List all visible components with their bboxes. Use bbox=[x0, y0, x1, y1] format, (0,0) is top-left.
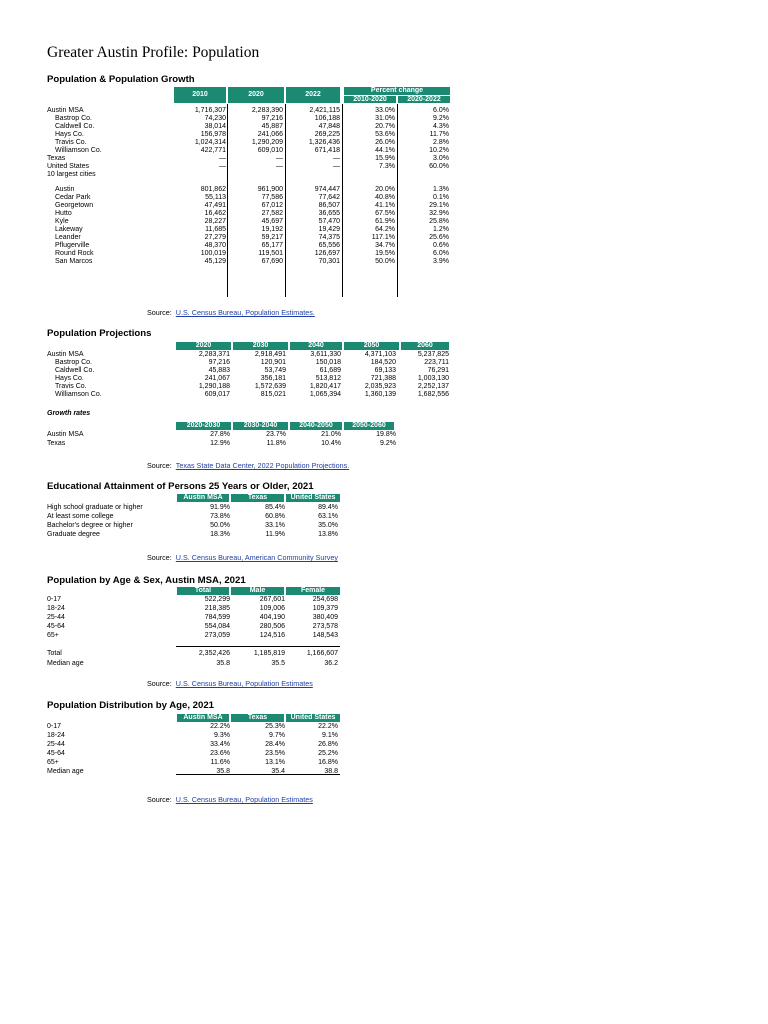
table-cell: 33.0% bbox=[375, 107, 395, 114]
section-heading-population: Population & Population Growth bbox=[47, 74, 195, 85]
age-sex-column-header: Female bbox=[286, 587, 340, 595]
table-cell: 2,283,390 bbox=[251, 107, 283, 114]
table-cell: 65,556 bbox=[318, 242, 340, 249]
table-cell: 28,227 bbox=[204, 218, 226, 225]
table-cell: 59,217 bbox=[261, 234, 283, 241]
row-label: 45-64 bbox=[47, 750, 65, 757]
table-cell: 380,409 bbox=[312, 614, 338, 621]
table-cell: 6.0% bbox=[433, 107, 449, 114]
row-label: High school graduate or higher bbox=[47, 504, 143, 511]
table-cell: 9.1% bbox=[322, 732, 338, 739]
table-cell: 974,447 bbox=[314, 186, 340, 193]
table-cell: 2,283,371 bbox=[198, 351, 230, 358]
projection-year-header: 2050 bbox=[344, 342, 399, 350]
table-cell: 1,682,556 bbox=[417, 391, 449, 398]
table-cell: 11,685 bbox=[205, 226, 226, 233]
table-cell: 1,326,436 bbox=[308, 139, 340, 146]
row-label: 10 largest cities bbox=[47, 171, 96, 178]
table-cell: 3,611,330 bbox=[310, 351, 341, 358]
table-cell: 2.8% bbox=[433, 139, 449, 146]
table-cell: 19.5% bbox=[375, 250, 395, 257]
table-cell: 74,230 bbox=[204, 115, 226, 122]
row-label: Round Rock bbox=[55, 250, 94, 257]
row-label: Georgetown bbox=[55, 202, 94, 209]
source-note: Source: Texas State Data Center, 2022 Population Projections. bbox=[147, 461, 350, 470]
table-cell: 34.7% bbox=[375, 242, 395, 249]
table-cell: 273,578 bbox=[312, 623, 338, 630]
table-cell: 4,371,103 bbox=[364, 351, 396, 358]
table-cell: 109,006 bbox=[259, 605, 285, 612]
row-label: Bastrop Co. bbox=[55, 115, 92, 122]
table-cell: 6.0% bbox=[433, 250, 449, 257]
row-label: 25-44 bbox=[47, 614, 65, 621]
source-link[interactable]: U.S. Census Bureau, Population Estimates. bbox=[175, 308, 315, 317]
row-label: Hays Co. bbox=[55, 131, 84, 138]
table-cell: 2,035,923 bbox=[364, 383, 396, 390]
source-link[interactable]: Texas State Data Center, 2022 Population Projections. bbox=[175, 461, 350, 470]
table-cell: 9.7% bbox=[269, 732, 285, 739]
table-cell: 86,507 bbox=[318, 202, 340, 209]
table-cell: 35.0% bbox=[318, 522, 338, 529]
table-cell: 67,690 bbox=[261, 258, 283, 265]
table-cell: — bbox=[276, 163, 283, 170]
table-cell: 69,133 bbox=[374, 367, 396, 374]
growth-period-header: 2030-2040 bbox=[233, 422, 288, 430]
row-label: Austin MSA bbox=[47, 351, 84, 358]
table-cell: 120,901 bbox=[260, 359, 286, 366]
table-cell: 11.9% bbox=[265, 531, 285, 538]
table-cell: 28.4% bbox=[265, 741, 285, 748]
table-cell: 53,749 bbox=[264, 367, 286, 374]
education-column-header: Austin MSA bbox=[177, 494, 229, 502]
growth-period-header: 2050-2060 bbox=[344, 422, 394, 430]
table-cell: 1,360,139 bbox=[364, 391, 396, 398]
table-cell: 45,887 bbox=[261, 123, 283, 130]
source-link[interactable]: U.S. Census Bureau, Population Estimates bbox=[175, 679, 313, 688]
table-cell: 784,599 bbox=[204, 614, 230, 621]
table-cell: 356,181 bbox=[260, 375, 286, 382]
table-cell: 55,113 bbox=[205, 194, 226, 201]
total-divider bbox=[176, 646, 340, 647]
table-cell: 223,711 bbox=[424, 359, 449, 366]
row-label: Leander bbox=[55, 234, 81, 241]
row-label: At least some college bbox=[47, 513, 114, 520]
table-cell: 36,655 bbox=[318, 210, 340, 217]
table-cell: 13.8% bbox=[318, 531, 338, 538]
source-note: Source: U.S. Census Bureau, Population Estimates bbox=[147, 795, 313, 804]
table-cell: 1.2% bbox=[433, 226, 449, 233]
table-cell: 218,385 bbox=[204, 605, 230, 612]
table-cell: 77,586 bbox=[261, 194, 283, 201]
distribution-column-header: Texas bbox=[231, 714, 284, 722]
table-cell: 48,370 bbox=[204, 242, 226, 249]
table-cell: 21.0% bbox=[321, 431, 341, 438]
table-cell: 47,848 bbox=[318, 123, 340, 130]
table-cell: 9.3% bbox=[214, 732, 230, 739]
row-label: Median age bbox=[47, 660, 84, 667]
row-label: 25-44 bbox=[47, 741, 65, 748]
header-2010-2020: 2010-2020 bbox=[344, 96, 396, 103]
table-cell: 61.9% bbox=[375, 218, 395, 225]
table-cell: 1,003,130 bbox=[417, 375, 449, 382]
table-cell: 522,299 bbox=[204, 596, 230, 603]
section-heading-projections: Population Projections bbox=[47, 328, 152, 339]
header-2020-2022: 2020-2022 bbox=[398, 96, 450, 103]
table-cell: 74,375 bbox=[318, 234, 340, 241]
table-cell: 1,290,209 bbox=[251, 139, 283, 146]
source-note: Source: U.S. Census Bureau, Population Estimates. bbox=[147, 308, 315, 317]
table-cell: 60.8% bbox=[265, 513, 285, 520]
table-cell: 7.3% bbox=[379, 163, 395, 170]
table-cell: 1,166,607 bbox=[306, 650, 338, 657]
table-cell: 1,572,639 bbox=[254, 383, 286, 390]
table-cell: — bbox=[333, 155, 340, 162]
table-cell: 671,418 bbox=[314, 147, 340, 154]
table-cell: 150,018 bbox=[315, 359, 341, 366]
row-label: Graduate degree bbox=[47, 531, 100, 538]
table-cell: 70,301 bbox=[318, 258, 340, 265]
page-title: Greater Austin Profile: Population bbox=[47, 44, 260, 61]
table-cell: 117.1% bbox=[371, 234, 395, 241]
table-cell: 26.0% bbox=[375, 139, 395, 146]
table-cell: 148,543 bbox=[312, 632, 338, 639]
table-cell: 38,014 bbox=[204, 123, 226, 130]
table-cell: 27.8% bbox=[210, 431, 230, 438]
table-cell: — bbox=[276, 155, 283, 162]
table-cell: 35.8 bbox=[216, 660, 230, 667]
table-cell: 9.2% bbox=[380, 440, 396, 447]
table-cell: 23.7% bbox=[266, 431, 286, 438]
table-cell: 254,698 bbox=[312, 596, 338, 603]
table-cell: 45,129 bbox=[204, 258, 226, 265]
row-label: Total bbox=[47, 650, 62, 657]
row-label: 0-17 bbox=[47, 723, 62, 730]
row-label: Texas bbox=[47, 155, 66, 162]
table-cell: 721,388 bbox=[370, 375, 396, 382]
row-label: United States bbox=[47, 163, 90, 170]
table-cell: 267,601 bbox=[259, 596, 285, 603]
table-cell: 0.1% bbox=[433, 194, 449, 201]
source-link[interactable]: U.S. Census Bureau, American Community Survey bbox=[175, 553, 338, 562]
table-cell: 57,470 bbox=[318, 218, 340, 225]
table-cell: 61,689 bbox=[319, 367, 341, 374]
row-label: Texas bbox=[47, 440, 66, 447]
table-cell: 2,352,426 bbox=[198, 650, 230, 657]
table-cell: 40.8% bbox=[375, 194, 395, 201]
table-cell: 23.5% bbox=[265, 750, 285, 757]
source-note: Source: U.S. Census Bureau, Population Estimates bbox=[147, 679, 313, 688]
table-cell: 10.4% bbox=[321, 440, 341, 447]
table-cell: 63.1% bbox=[318, 513, 338, 520]
table-cell: 2,421,115 bbox=[309, 107, 340, 114]
table-cell: 184,520 bbox=[370, 359, 396, 366]
median-divider bbox=[176, 774, 340, 775]
table-cell: 11.7% bbox=[429, 131, 449, 138]
table-cell: 25.2% bbox=[318, 750, 338, 757]
table-cell: 41.1% bbox=[375, 202, 395, 209]
table-cell: 45,697 bbox=[261, 218, 283, 225]
table-cell: 9.2% bbox=[433, 115, 449, 122]
table-cell: 50.0% bbox=[375, 258, 395, 265]
row-label: Austin MSA bbox=[47, 107, 84, 114]
table-cell: 20.7% bbox=[375, 123, 395, 130]
table-cell: 25.6% bbox=[429, 234, 449, 241]
table-cell: 156,978 bbox=[200, 131, 226, 138]
table-cell: 67.5% bbox=[375, 210, 395, 217]
distribution-column-header: Austin MSA bbox=[177, 714, 229, 722]
table-cell: 609,017 bbox=[204, 391, 230, 398]
table-cell: 11.6% bbox=[210, 759, 230, 766]
table-cell: 3.9% bbox=[433, 258, 449, 265]
table-cell: 19,192 bbox=[261, 226, 283, 233]
table-cell: 76,291 bbox=[427, 367, 449, 374]
table-cell: 91.9% bbox=[210, 504, 230, 511]
row-label: Williamson Co. bbox=[55, 147, 102, 154]
table-cell: 1,065,394 bbox=[309, 391, 341, 398]
table-cell: 609,010 bbox=[257, 147, 283, 154]
section-heading-education: Educational Attainment of Persons 25 Years or Older, 2021 bbox=[47, 481, 314, 492]
row-label: Bastrop Co. bbox=[55, 359, 92, 366]
table-cell: 273,059 bbox=[204, 632, 230, 639]
age-sex-column-header: Total bbox=[177, 587, 229, 595]
table-cell: 36.2 bbox=[324, 660, 338, 667]
table-cell: 33.1% bbox=[265, 522, 285, 529]
table-cell: 53.6% bbox=[375, 131, 395, 138]
table-cell: 422,771 bbox=[200, 147, 226, 154]
table-cell: 241,066 bbox=[257, 131, 283, 138]
table-cell: 85.4% bbox=[265, 504, 285, 511]
section-heading-age-sex: Population by Age & Sex, Austin MSA, 2021 bbox=[47, 575, 246, 586]
table-cell: 119,501 bbox=[258, 250, 283, 257]
table-cell: 16.8% bbox=[318, 759, 338, 766]
table-cell: 25.8% bbox=[429, 218, 449, 225]
table-cell: 18.3% bbox=[210, 531, 230, 538]
row-label: Kyle bbox=[55, 218, 69, 225]
table-cell: 27,279 bbox=[204, 234, 226, 241]
row-label: Austin bbox=[55, 186, 75, 193]
table-cell: 35.4 bbox=[271, 768, 285, 775]
table-cell: 815,021 bbox=[260, 391, 286, 398]
table-cell: 1,290,188 bbox=[198, 383, 230, 390]
table-cell: 2,918,491 bbox=[254, 351, 286, 358]
growth-rates-label: Growth rates bbox=[47, 410, 91, 417]
row-label: 65+ bbox=[47, 632, 59, 639]
row-label: Travis Co. bbox=[55, 383, 87, 390]
table-cell: 23.6% bbox=[210, 750, 230, 757]
row-label: 18-24 bbox=[47, 605, 65, 612]
row-label: Median age bbox=[47, 768, 84, 775]
row-label: Travis Co. bbox=[55, 139, 87, 146]
row-label: Hutto bbox=[55, 210, 72, 217]
table-cell: 19.8% bbox=[376, 431, 396, 438]
growth-period-header: 2040-2050 bbox=[290, 422, 342, 430]
projection-year-header: 2040 bbox=[290, 342, 342, 350]
row-label: San Marcos bbox=[55, 258, 93, 265]
table-cell: 12.9% bbox=[210, 440, 230, 447]
table-cell: — bbox=[219, 163, 226, 170]
table-cell: 89.4% bbox=[318, 504, 338, 511]
table-cell: 124,516 bbox=[259, 632, 285, 639]
table-cell: 19,429 bbox=[318, 226, 340, 233]
table-cell: 13.1% bbox=[265, 759, 285, 766]
table-cell: 15.9% bbox=[375, 155, 395, 162]
table-cell: 67,012 bbox=[261, 202, 283, 209]
table-cell: 280,506 bbox=[259, 623, 285, 630]
table-cell: — bbox=[333, 163, 340, 170]
row-label: Williamson Co. bbox=[55, 391, 102, 398]
row-label: Austin MSA bbox=[47, 431, 84, 438]
table-cell: 26.8% bbox=[318, 741, 338, 748]
table-cell: 50.0% bbox=[210, 522, 230, 529]
table-cell: 126,697 bbox=[314, 250, 340, 257]
table-cell: 109,379 bbox=[312, 605, 338, 612]
projection-year-header: 2020 bbox=[176, 342, 231, 350]
table-cell: 241,067 bbox=[204, 375, 230, 382]
table-cell: 97,216 bbox=[208, 359, 230, 366]
table-cell: 97,216 bbox=[261, 115, 283, 122]
education-column-header: Texas bbox=[231, 494, 284, 502]
header-2022: 2022 bbox=[286, 87, 340, 103]
table-cell: 22.2% bbox=[318, 723, 338, 730]
table-cell: 1,024,314 bbox=[194, 139, 226, 146]
row-label: Lakeway bbox=[55, 226, 83, 233]
table-cell: — bbox=[219, 155, 226, 162]
table-cell: 47,491 bbox=[204, 202, 226, 209]
table-cell: 44.1% bbox=[375, 147, 395, 154]
table-cell: 5,237,825 bbox=[417, 351, 449, 358]
projection-year-header: 2060 bbox=[401, 342, 449, 350]
table-cell: 1,820,417 bbox=[309, 383, 341, 390]
row-label: 45-64 bbox=[47, 623, 65, 630]
table-cell: 64.2% bbox=[375, 226, 395, 233]
table-cell: 801,862 bbox=[200, 186, 226, 193]
header-2020: 2020 bbox=[228, 87, 284, 103]
table-cell: 73.8% bbox=[210, 513, 230, 520]
table-cell: 35.8 bbox=[216, 768, 230, 775]
table-cell: 513,812 bbox=[315, 375, 341, 382]
row-label: 0-17 bbox=[47, 596, 62, 603]
table-cell: 27,582 bbox=[261, 210, 283, 217]
row-label: Hays Co. bbox=[55, 375, 84, 382]
row-label: Cedar Park bbox=[55, 194, 91, 201]
table-cell: 0.6% bbox=[433, 242, 449, 249]
table-cell: 1.3% bbox=[433, 186, 449, 193]
table-cell: 404,190 bbox=[259, 614, 285, 621]
row-label: 18-24 bbox=[47, 732, 65, 739]
table-cell: 1,716,307 bbox=[194, 107, 226, 114]
table-cell: 11.8% bbox=[266, 440, 286, 447]
table-cell: 2,252,137 bbox=[417, 383, 449, 390]
table-cell: 60.0% bbox=[429, 163, 449, 170]
table-cell: 10.2% bbox=[429, 147, 449, 154]
table-cell: 269,225 bbox=[314, 131, 340, 138]
table-cell: 1,185,819 bbox=[253, 650, 285, 657]
source-link[interactable]: U.S. Census Bureau, Population Estimates bbox=[175, 795, 313, 804]
growth-period-header: 2020-2030 bbox=[176, 422, 231, 430]
table-cell: 4.3% bbox=[433, 123, 449, 130]
table-cell: 45,883 bbox=[208, 367, 230, 374]
row-label: 65+ bbox=[47, 759, 59, 766]
row-label: Pflugerville bbox=[55, 242, 90, 249]
table-cell: 38.8 bbox=[324, 768, 338, 775]
education-column-header: United States bbox=[286, 494, 340, 502]
table-cell: 22.2% bbox=[210, 723, 230, 730]
row-label: Caldwell Co. bbox=[55, 367, 95, 374]
table-cell: 25.3% bbox=[265, 723, 285, 730]
table-cell: 100,019 bbox=[200, 250, 226, 257]
table-cell: 65,177 bbox=[261, 242, 283, 249]
table-cell: 106,188 bbox=[314, 115, 340, 122]
table-cell: 554,084 bbox=[204, 623, 230, 630]
table-cell: 961,900 bbox=[257, 186, 283, 193]
row-label: Caldwell Co. bbox=[55, 123, 95, 130]
table-cell: 20.0% bbox=[375, 186, 395, 193]
table-cell: 32.9% bbox=[429, 210, 449, 217]
table-cell: 77,642 bbox=[318, 194, 340, 201]
table-cell: 31.0% bbox=[375, 115, 395, 122]
table-cell: 33.4% bbox=[210, 741, 230, 748]
section-heading-distribution: Population Distribution by Age, 2021 bbox=[47, 700, 215, 711]
row-label: Bachelor's degree or higher bbox=[47, 522, 133, 529]
table-cell: 29.1% bbox=[429, 202, 449, 209]
age-sex-column-header: Male bbox=[231, 587, 284, 595]
table-cell: 16,462 bbox=[204, 210, 226, 217]
header-2010: 2010 bbox=[174, 87, 226, 103]
table-cell: 35.5 bbox=[271, 660, 285, 667]
header-percent-change: Percent change bbox=[344, 87, 450, 95]
distribution-column-header: United States bbox=[286, 714, 340, 722]
source-note: Source: U.S. Census Bureau, American Community Survey bbox=[147, 553, 338, 562]
projection-year-header: 2030 bbox=[233, 342, 288, 350]
table-cell: 3.0% bbox=[433, 155, 449, 162]
